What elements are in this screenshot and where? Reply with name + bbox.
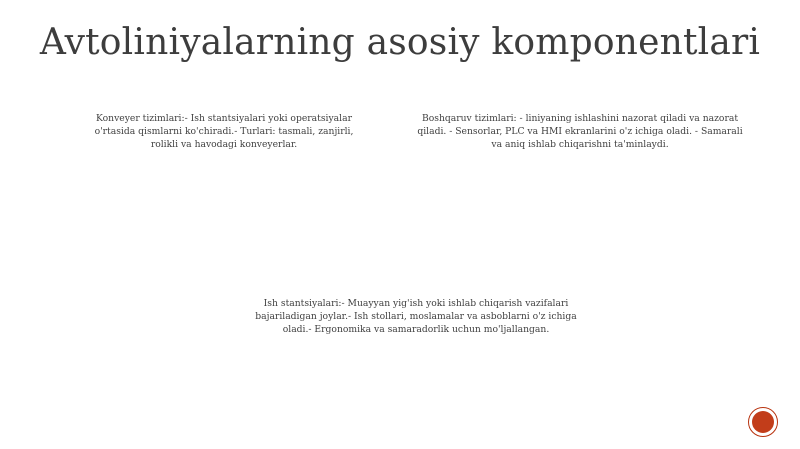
conveyor-systems-text: Konveyer tizimlari:- Ish stantsiyalari yoki operatsiyalar o'rtasida qismlarni ko'chiradi.- Turlari: tasmali, zanjirli, rolikli va havodagi konveyerlar. xyxy=(94,113,354,150)
slide-nav-button[interactable] xyxy=(748,407,778,437)
work-stations-text: Ish stantsiyalari:- Muayyan yig'ish yoki ishlab chiqarish vazifalari bajariladigan joylar.- Ish stollari, moslamalar va asboblarni o'z ichiga oladi.- Ergonomika va samaradorlik uchun mo'ljallangan. xyxy=(255,298,577,335)
slide-title: Avtoliniyalarning asosiy komponentlari xyxy=(39,22,761,63)
circle-nav-icon xyxy=(752,411,774,433)
control-systems-text: Boshqaruv tizimlari: - liniyaning ishlashini nazorat qiladi va nazorat qiladi. - Sensorlar, PLC va HMI ekranlarini o'z ichiga oladi. - Samarali va aniq ishlab chiqarishni ta'minlaydi. xyxy=(417,113,743,150)
